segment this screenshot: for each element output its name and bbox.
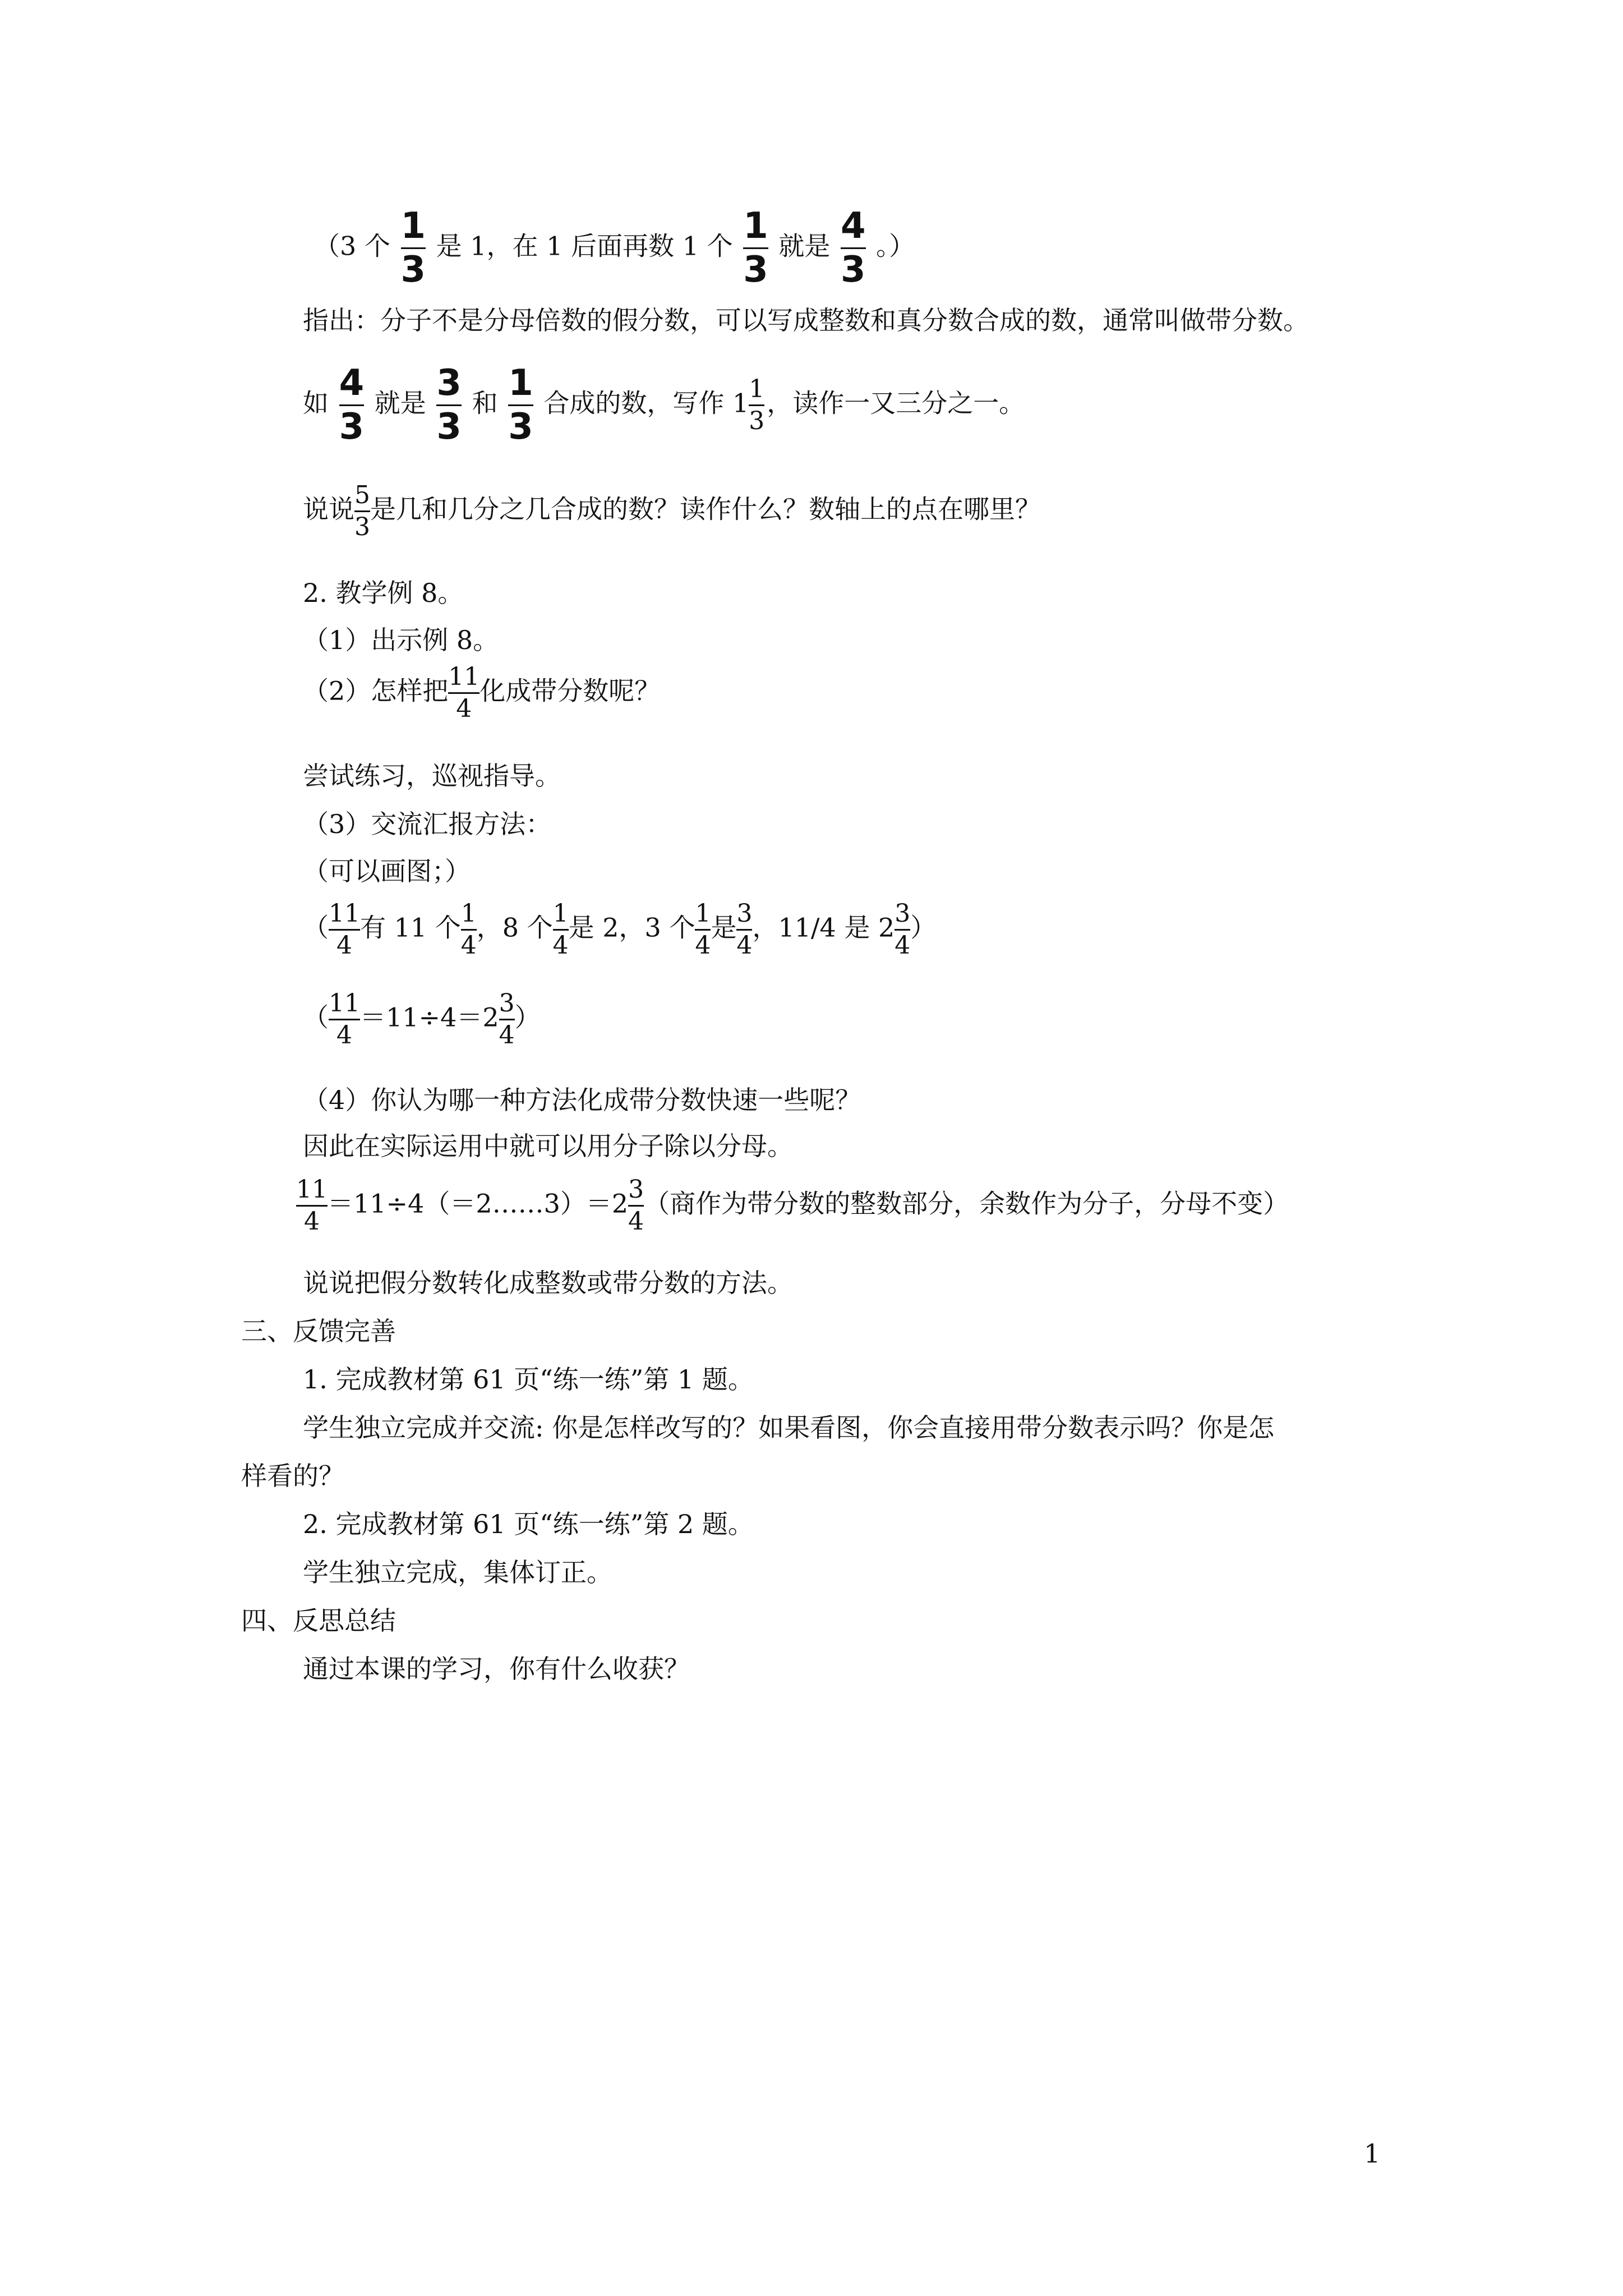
- method-line: （ $\frac{11}{4}$ 有 11 个 $\frac{1}{4}$ ，8 个 $\frac{1}{4}$ 是 2，3 个 $\frac{1}{4}$ 是 $\frac{3}{4}$ ，11/4 是 2 $\frac{3}{4}$ ）: [303, 899, 937, 960]
- section-heading: 四、反思总结: [241, 1605, 396, 1636]
- definition-line: 指出：分子不是分母倍数的假分数，可以写成整数和真分数合成的数，通常叫做带分数。: [303, 305, 1309, 335]
- step-item: （可以画图；）: [303, 856, 471, 886]
- step-heading: 2. 教学例 8。: [303, 578, 464, 608]
- step-item: （1）出示例 8。: [303, 625, 499, 655]
- fraction-3-4: $\frac{3}{4}$: [628, 1175, 644, 1236]
- step-item: （4）你认为哪一种方法化成带分数快速一些呢？: [303, 1085, 861, 1115]
- practice-line: 尝试练习，巡视指导。: [303, 761, 561, 791]
- fraction-3-4: $\frac{3}{4}$: [499, 989, 515, 1050]
- fraction-3-4: $\frac{3}{4}$: [736, 899, 753, 960]
- page-number: 1: [1364, 2138, 1381, 2169]
- task-line: 1. 完成教材第 61 页“练一练”第 1 题。: [303, 1364, 754, 1395]
- step-item: （3）交流汇报方法：: [303, 809, 552, 839]
- fraction-1-3: $\frac{1}{3}$: [400, 205, 426, 291]
- task-line: 学生独立完成，集体订正。: [303, 1557, 612, 1588]
- fraction-11-4: $\frac{11}{4}$: [448, 662, 480, 724]
- fraction-4-3: $\frac{4}{3}$: [339, 362, 365, 448]
- task-line: 样看的？: [241, 1461, 344, 1491]
- fraction-1-4: $\frac{1}{4}$: [552, 899, 569, 960]
- fraction-1-3: $\frac{1}{3}$: [743, 205, 768, 291]
- fraction-5-3: $\frac{5}{3}$: [354, 481, 370, 542]
- fraction-11-4: $\frac{11}{4}$: [329, 989, 360, 1050]
- fraction-3-4: $\frac{3}{4}$: [895, 899, 911, 960]
- fraction-1-4: $\frac{1}{4}$: [460, 899, 477, 960]
- task-line: 2. 完成教材第 61 页“练一练”第 2 题。: [303, 1509, 754, 1539]
- fraction-11-4: $\frac{11}{4}$: [296, 1175, 328, 1236]
- question-line: 说说 $\frac{5}{3}$ 是几和几分之几合成的数？读作什么？数轴上的点在哪里？: [303, 481, 1041, 542]
- fraction-11-4: $\frac{11}{4}$: [329, 899, 360, 960]
- fraction-1-3-small: $\frac{1}{3}$: [749, 375, 765, 436]
- method-line: （ $\frac{11}{4}$ ＝11÷4＝2 $\frac{3}{4}$ ）: [303, 989, 541, 1050]
- fraction-4-3: $\frac{4}{3}$: [841, 205, 866, 291]
- conclusion-line: 因此在实际运用中就可以用分子除以分母。: [303, 1131, 793, 1161]
- formula-line: $\frac{11}{4}$ ＝11÷4（＝2……3）＝2 $\frac{3}{4}$ （商作为带分数的整数部分，余数作为分子，分母不变）: [296, 1175, 1289, 1236]
- step-item: （2）怎样把 $\frac{11}{4}$ 化成带分数呢？: [303, 662, 661, 724]
- fraction-1-4: $\frac{1}{4}$: [695, 899, 711, 960]
- task-line: 学生独立完成并交流: 你是怎样改写的？如果看图，你会直接用带分数表示吗？你是怎: [303, 1412, 1275, 1443]
- recap-line: （3 个 $\frac{1}{3}$ 是 1，在 1 后面再数 1 个 $\frac{1}{3}$ 就是 $\frac{4}{3}$ 。）: [314, 205, 915, 291]
- section-heading: 三、反馈完善: [241, 1316, 396, 1346]
- reflection-line: 通过本课的学习，你有什么收获？: [303, 1654, 690, 1684]
- example-line: 如 $\frac{4}{3}$ 就是 $\frac{3}{3}$ 和 $\frac{1}{3}$ 合成的数，写作 1 $\frac{1}{3}$ ，读作一又三分之一。: [303, 362, 1025, 448]
- summary-line: 说说把假分数转化成整数或带分数的方法。: [303, 1268, 793, 1298]
- fraction-1-3: $\frac{1}{3}$: [508, 362, 533, 448]
- fraction-3-3: $\frac{3}{3}$: [436, 362, 462, 448]
